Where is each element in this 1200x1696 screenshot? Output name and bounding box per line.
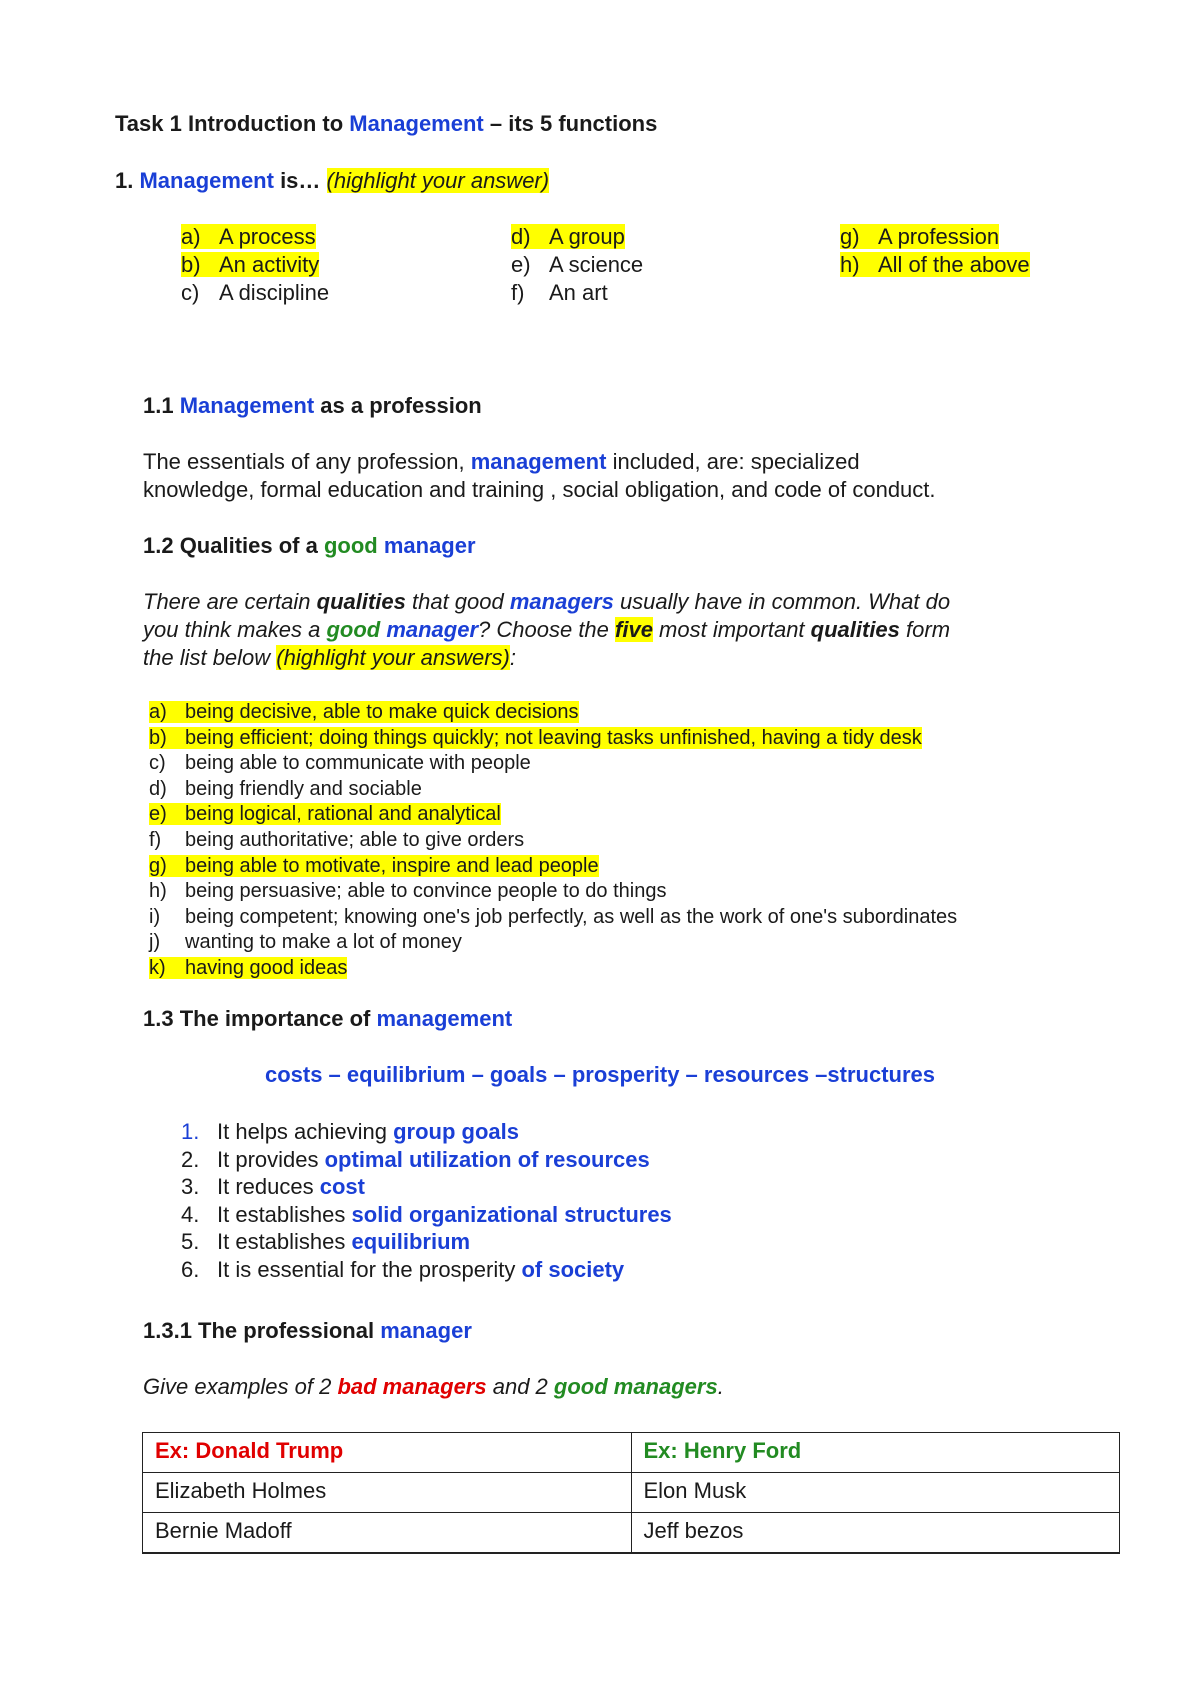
quality-item-c: c) being able to communicate with people [149,752,531,775]
importance-item-4: 4. It establishes solid organizational structures [181,1201,672,1227]
word-bank: costs – equilibrium – goals – prosperity – resources –structures [264,1062,936,1087]
quality-item-e: e) being logical, rational and analytical [149,803,501,826]
good-manager-cell: Jeff bezos [631,1513,1120,1554]
option-b: b) An activity [181,252,320,277]
importance-item-1: 1. It helps achieving group goals [181,1119,519,1144]
section-1-1-heading: 1.1 Management as a profession [143,393,482,418]
bad-manager-cell: Bernie Madoff [143,1513,632,1554]
importance-item-3: 3. It reduces cost [181,1174,365,1199]
section-1-3-heading: 1.3 The importance of management [143,1006,513,1031]
option-g: g) A profession [840,224,1000,249]
importance-item-5: 5. It establishes equilibrium [181,1229,471,1254]
option-d: d) A group [511,224,625,249]
bad-managers-header: Ex: Donald Trump [143,1433,632,1473]
quality-item-j: j) wanting to make a lot of money [149,931,462,954]
section-1-1-paragraph-line-1: The essentials of any profession, management included, are: specialized [143,449,860,474]
table-header-row [143,1433,1120,1473]
section-1-1-paragraph-line-2: knowledge, formal education and training , social obligation, and code of conduct. [143,477,936,502]
question-1-heading: 1. Management is… (highlight your answer) [115,168,550,193]
section-1-2-intro-line-3: the list below (highlight your answers): [143,645,516,670]
quality-item-g: g) being able to motivate, inspire and lead people [149,854,599,877]
quality-item-h: h) being persuasive; able to convince people to do things [149,880,667,903]
quality-item-b: b) being efficient; doing things quickly; not leaving tasks unfinished, having a tidy desk [149,726,922,749]
page-title: Task 1 Introduction to Management – its 5 functions [115,111,658,136]
option-h: h) All of the above [840,252,1030,277]
option-c: c) A discipline [181,280,330,305]
importance-item-2: 2. It provides optimal utilization of resources [181,1146,650,1172]
table-row [143,1513,1120,1554]
option-a: a) A process [181,224,316,249]
good-managers-header: Ex: Henry Ford [631,1433,1120,1473]
managers-table [142,1432,1120,1554]
good-manager-cell: Elon Musk [631,1473,1120,1513]
section-1-3-1-heading: 1.3.1 The professional manager [143,1318,472,1343]
section-1-2-intro-line-1: There are certain qualities that good managers usually have in common. What do [143,589,951,614]
importance-item-6: 6. It is essential for the prosperity of society [181,1256,625,1282]
quality-item-k: k) having good ideas [149,956,348,979]
option-e: e) A science [511,252,644,277]
quality-item-d: d) being friendly and sociable [149,777,422,800]
section-1-2-intro-line-2: you think makes a good manager? Choose the five most important qualities form [143,617,951,642]
quality-item-a: a) being decisive, able to make quick decisions [149,701,579,723]
section-1-2-heading: 1.2 Qualities of a good manager [143,533,476,558]
importance-list [181,1118,672,1283]
quality-item-i: i) being competent; knowing one's job perfectly, as well as the work of one's subordinates [149,905,958,928]
option-f: f) An art [511,280,608,305]
section-1-3-1-instruction: Give examples of 2 bad managers and 2 good managers. [143,1374,724,1399]
qualities-list [149,700,957,982]
quality-item-f: f) being authoritative; able to give orders [149,828,525,851]
table-row [143,1473,1120,1513]
bad-manager-cell: Elizabeth Holmes [143,1473,632,1513]
